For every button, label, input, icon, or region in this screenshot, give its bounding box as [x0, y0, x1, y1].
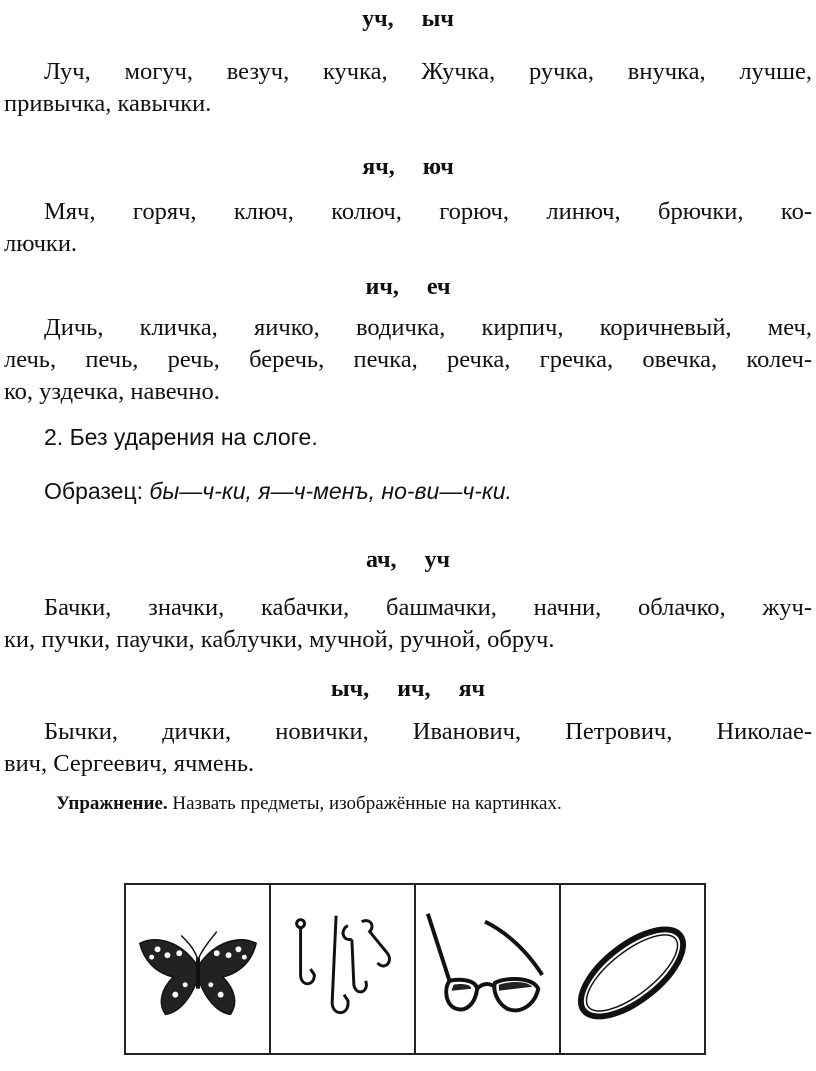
rule-2-heading: 2. Без ударения на слоге. — [44, 424, 318, 450]
heading-part: еч — [426, 274, 451, 300]
paragraph-ach-uch — [4, 592, 812, 656]
text-line: Мяч, горяч, ключ, колюч, горюч, линюч, брючки, ко- — [44, 198, 812, 225]
heading-ych-ich-yach — [0, 676, 816, 703]
heading-part: яч — [458, 676, 486, 702]
paragraph-ich-ech — [4, 312, 812, 408]
sample-label: Образец: — [44, 478, 144, 504]
heading-uch-ych — [0, 6, 816, 33]
heading-part: юч — [422, 154, 454, 180]
fishing-hooks-icon — [271, 885, 416, 1053]
text-line: Бычки, дички, новички, Иванович, Петрович, Николае- — [44, 718, 812, 745]
exercise-text: Назвать предметы, изображённые на картинках. — [172, 793, 562, 814]
text-line: ко, уздечка, навечно. — [4, 378, 220, 405]
text-line: вич, Сергеевич, ячмень. — [4, 750, 255, 777]
text-line: Луч, могуч, везуч, кучка, Жучка, ручка, внучка, лучше, — [44, 58, 812, 85]
text-line: лючки. — [4, 230, 78, 257]
text-line: Дичь, кличка, яичко, водичка, кирпич, коричневый, меч, — [44, 314, 812, 341]
heading-part: яч, — [362, 154, 395, 180]
heading-yach-yuch — [0, 154, 816, 181]
sample-text: бы—ч-ки, я—ч-менъ, но-ви—ч-ки. — [149, 478, 512, 504]
sample-line — [44, 478, 512, 505]
hoop-icon — [561, 885, 704, 1053]
heading-part: ич, — [397, 676, 431, 702]
text-line: ки, пучки, паучки, каблучки, мучной, ручной, обруч. — [4, 626, 555, 653]
exercise-label: Упражнение. — [56, 793, 168, 814]
heading-ach-uch — [0, 547, 816, 574]
heading-ich-ech — [0, 274, 816, 301]
heading-part: ыч, — [330, 676, 370, 702]
paragraph-uch-ych — [4, 56, 812, 120]
exercise-line — [56, 793, 562, 815]
pictures-strip — [124, 883, 706, 1055]
text-line: лечь, печь, речь, беречь, печка, речка, гречка, овечка, колеч- — [4, 346, 812, 373]
heading-part: уч, — [362, 6, 394, 32]
paragraph-yach-yuch — [4, 196, 812, 260]
paragraph-ych-ich-yach — [4, 716, 812, 780]
butterfly-icon — [126, 885, 271, 1053]
glasses-icon — [416, 885, 561, 1053]
heading-part: ич, — [365, 274, 399, 300]
heading-part: уч — [424, 547, 451, 573]
heading-part: ыч — [421, 6, 454, 32]
heading-part: ач, — [365, 547, 397, 573]
text-line: Бачки, значки, кабачки, башмачки, начни, облачко, жуч- — [44, 594, 812, 621]
text-line: привычка, кавычки. — [4, 90, 212, 117]
